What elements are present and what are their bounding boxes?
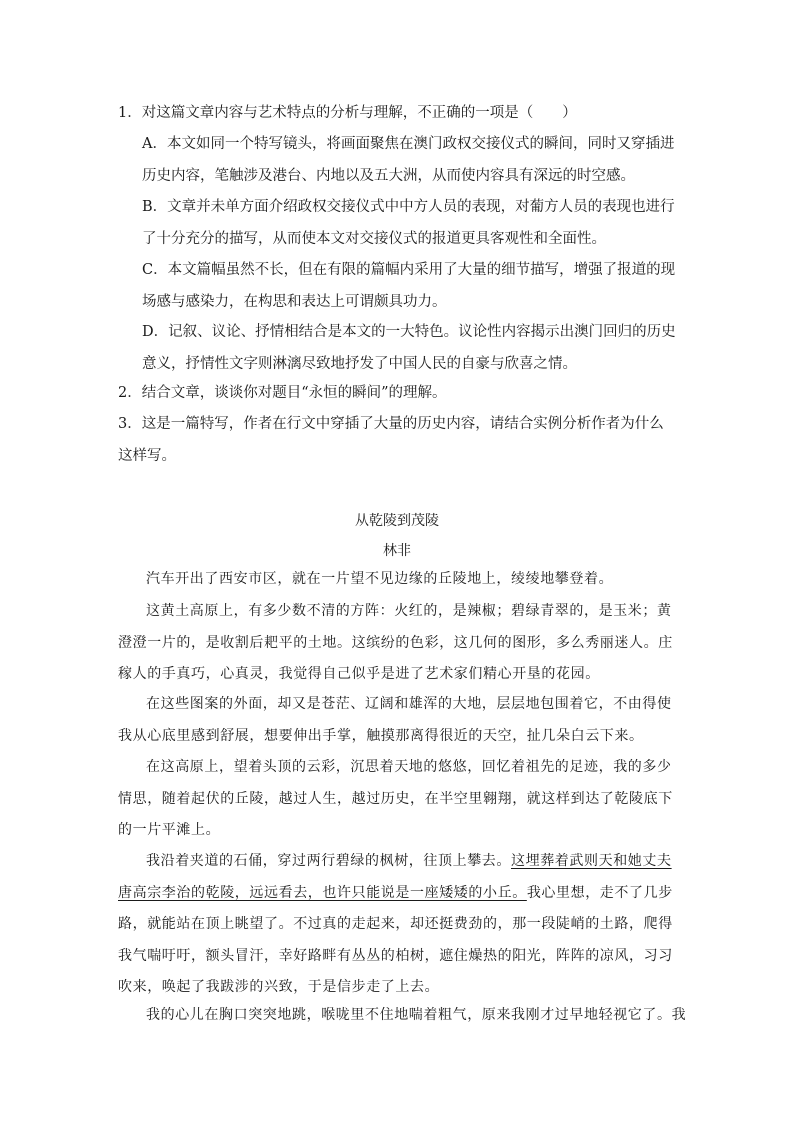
article-paragraph-1: 汽车开出了西安市区，就在一片望不见边缘的丘陵地上，绫绫地攀登着。	[146, 571, 614, 587]
article-paragraph-6: 我的心儿在胸口突突地跳，喉咙里不住地喘着粗气，原来我刚才过早地轻视它了。我	[146, 1007, 687, 1023]
article-paragraph-2: 这黄土高原上，有多少数不清的方阵：火红的，是辣椒；碧绿青翠的，是玉米；黄澄澄一片的，是收割后耙平的土地。这缤纷的色彩，这几何的图形，多么秀丽迷人。庄稼人的手真巧，心真灵，我觉得自己似乎是进了艺术家们精心开垦的花园。	[118, 603, 673, 682]
article-paragraph-3: 在这些图案的外面，却又是苍茫、辽阔和雄浑的大地，层层地包围着它，不由得使我从心底里感到舒展，想要伸出手掌，触摸那离得很近的天空，扯几朵白云下来。	[118, 696, 672, 744]
paragraph-5-text-before: 我沿着夹道的石俑，穿过两行碧绿的枫树，往顶上攀去。	[146, 853, 511, 869]
underlined-sentence: 这埋葬着武则天和她丈夫唐高宗李治的乾陵，远远看去，也许只能说是一座矮矮的小丘。	[118, 853, 672, 901]
question-1-option-c: C．本文篇幅虽然不长，但在有限的篇幅内采用了大量的细节描写，增强了报道的现场感与感染力，在构思和表达上可谓颇具功力。	[142, 262, 676, 310]
paragraph-5-text-after: 我心里想，走不了几步路，就能站在顶上眺望了。不过真的走起来，却还挺费劲的，那一段陡峭的土路，爬得我气喘吁吁，额头冒汗，幸好路畔有丛丛的柏树，遮住燥热的阳光，阵阵的凉风，习习吹来，唤起了我跋涉的兴致，于是信步走了上去。	[118, 884, 673, 995]
article-paragraph-5	[118, 846, 678, 1004]
question-1-option-b: B．文章并未单方面介绍政权交接仪式中中方人员的表现，对葡方人员的表现也进行了十分充分的描写，从而使本文对交接仪式的报道更具客观性和全面性。	[142, 199, 675, 247]
article-paragraph-4: 在这高原上，望着头顶的云彩，沉思着天地的悠悠，回忆着祖先的足迹，我的多少情思，随着起伏的丘陵，越过人生，越过历史，在半空里翱翔，就这样到达了乾陵底下的一片平滩上。	[118, 759, 673, 838]
question-1-stem: 1．对这篇文章内容与艺术特点的分析与理解，不正确的一项是（ ）	[118, 105, 577, 121]
article-author: 林非	[383, 543, 411, 559]
question-2-stem: 2．结合文章，谈谈你对题目“永恒的瞬间”的理解。	[118, 385, 447, 401]
article-title: 从乾陵到茂陵	[355, 513, 439, 529]
question-3-stem: 3．这是一篇特写，作者在行文中穿插了大量的历史内容，请结合实例分析作者为什么这样写。	[118, 416, 664, 464]
question-1-option-d: D．记叙、议论、抒情相结合是本文的一大特色。议论性内容揭示出澳门回归的历史意义，抒情性文字则淋漓尽致地抒发了中国人民的自豪与欣喜之情。	[142, 324, 676, 372]
question-1-option-a: A．本文如同一个特写镜头，将画面聚焦在澳门政权交接仪式的瞬间，同时又穿插进历史内容，笔触涉及港台、内地以及五大洲，从而使内容具有深远的时空感。	[142, 136, 675, 184]
